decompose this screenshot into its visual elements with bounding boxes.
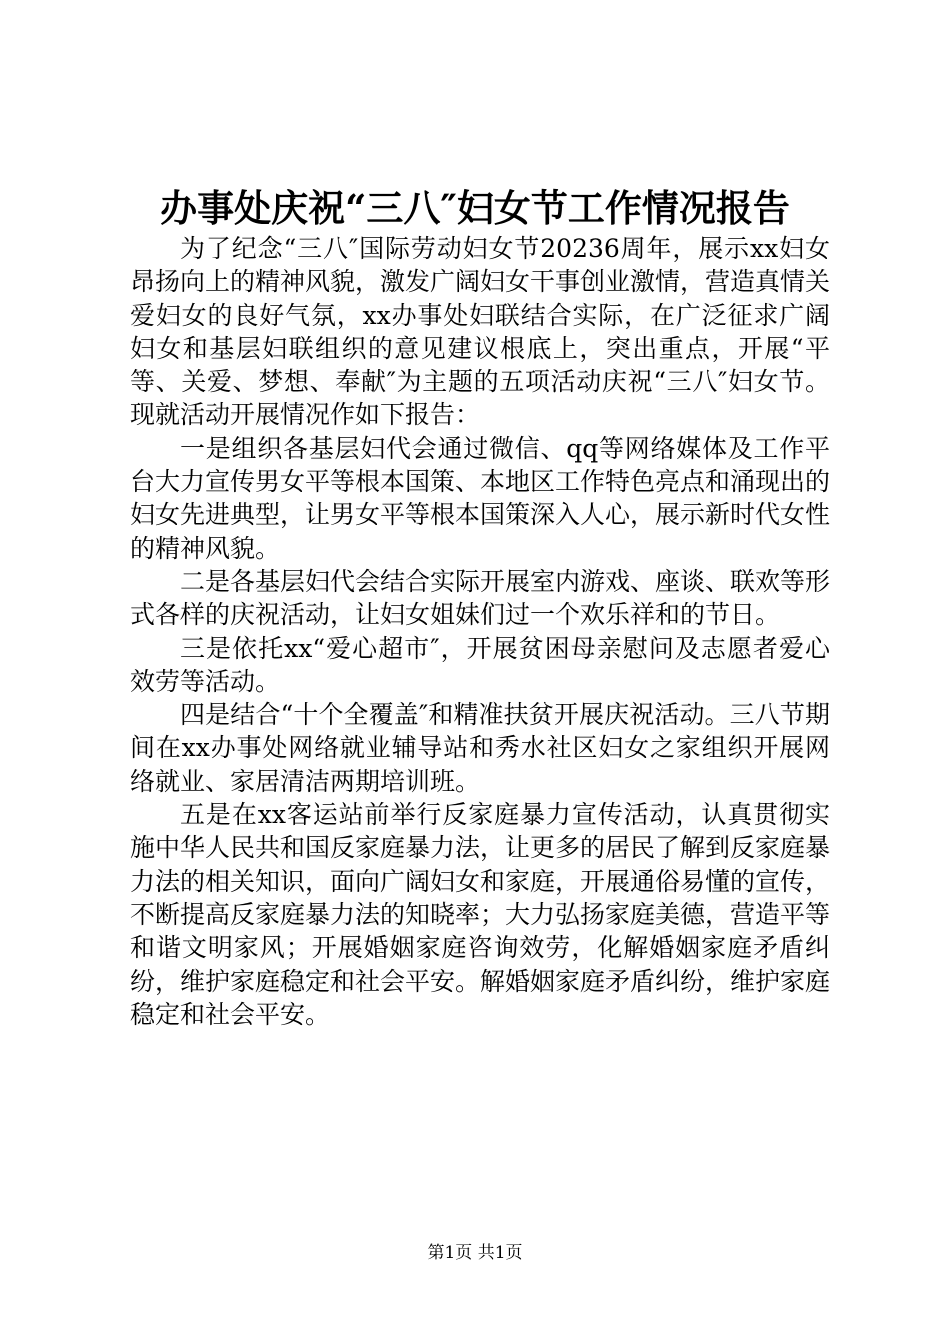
paragraph-item-2: 二是各基层妇代会结合实际开展室内游戏、座谈、联欢等形式各样的庆祝活动，让妇女姐妹们过一个欢乐祥和的节日。 [130,566,831,630]
paragraph-item-4: 四是结合“十个全覆盖″和精准扶贫开展庆祝活动。三八节期间在xx办事处网络就业辅导站和秀水社区妇女之家组织开展网络就业、家居清洁两期培训班。 [130,700,830,796]
page-title: 办事处庆祝“三八″妇女节工作情况报告 [160,186,790,230]
paragraph-item-1: 一是组织各基层妇代会通过微信、qq等网络媒体及工作平台大力宣传男女平等根本国策、本地区工作特色亮点和涌现出的妇女先进典型，让男女平等根本国策深入人心，展示新时代女性的精神风貌。 [130,433,831,563]
document-body [130,232,830,1031]
page-number-footer: 第1页 共1页 [427,1243,523,1263]
paragraph-item-5: 五是在xx客运站前举行反家庭暴力宣传活动，认真贯彻实施中华人民共和国反家庭暴力法，让更多的居民了解到反家庭暴力法的相关知识，面向广阔妇女和家庭，开展通俗易懂的宣传，不断提高反家庭暴力法的知晓率；大力弘扬家庭美德，营造平等和谐文明家风；开展婚姻家庭咨询效劳，化解婚姻家庭矛盾纠纷，维护家庭稳定和社会平安。解婚姻家庭矛盾纠纷，维护家庭稳定和社会平安。 [130,800,831,1029]
paragraph-intro: 为了纪念“三八″国际劳动妇女节20236周年，展示xx妇女昂扬向上的精神风貌，激发广阔妇女干事创业激情，营造真情关爱妇女的良好气氛，xx办事处妇联结合实际，在广泛征求广阔妇女和基层妇联组织的意见建议根底上，突出重点，开展“平等、关爱、梦想、奉献″为主题的五项活动庆祝“三八″妇女节。现就活动开展情况作如下报告： [130,234,831,430]
paragraph-item-3: 三是依托xx“爱心超市″，开展贫困母亲慰问及志愿者爱心效劳等活动。 [130,633,830,696]
